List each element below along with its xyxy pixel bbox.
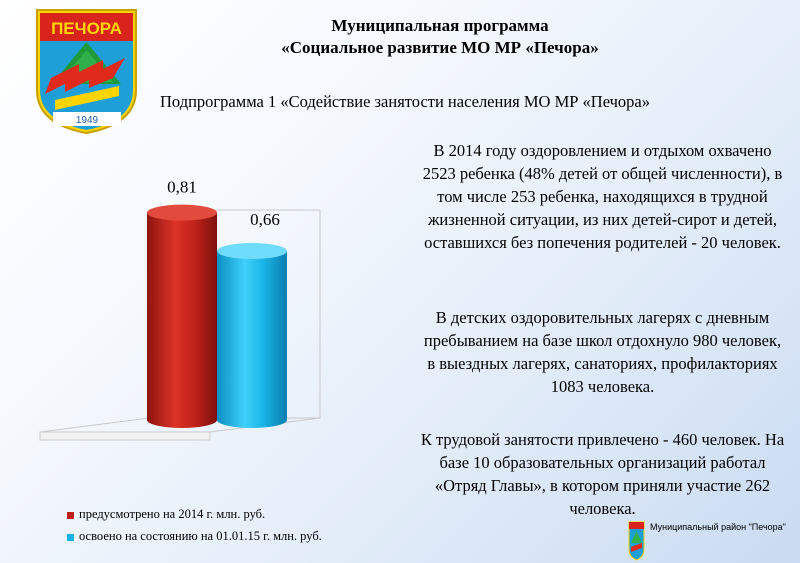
cylinder-bar-chart	[0, 150, 400, 480]
chart-floor-edge	[40, 432, 210, 440]
bar-planned-top	[147, 205, 217, 221]
bar-planned-body	[147, 213, 217, 428]
bar-planned-value-label: 0,81	[167, 177, 197, 197]
emblem-year: 1949	[75, 115, 99, 126]
coat-of-arms-logo	[33, 6, 140, 136]
legend-swatch-red	[67, 512, 74, 519]
title-line-2: «Социальное развитие МО МР «Печора»	[281, 38, 599, 57]
bar-spent-top	[217, 243, 287, 259]
legend-label-planned: предусмотрено на 2014 г. млн. руб.	[79, 507, 266, 521]
text-paragraph-camps: В детских оздоровительных лагерях с дневным пребыванием на базе школ отдохнуло 980 человек, в выездных лагерях, санаториях, профилакториях 1083 человека.	[423, 308, 782, 396]
bar-planned	[147, 178, 217, 428]
legend-swatch-blue	[67, 534, 74, 541]
title-line-1: Муниципальная программа	[331, 16, 549, 35]
page-title	[180, 15, 700, 59]
footer-text: Муниципальный район "Печора"	[650, 522, 786, 532]
legend-label-spent: освоено на состоянию на 01.01.15 г. млн. руб.	[79, 529, 322, 543]
footer-emblem-icon	[628, 521, 645, 561]
emblem-name: ПЕЧОРА	[51, 19, 122, 38]
subprogram-title: Подпрограмма 1 «Содействие занятости населения МО МР «Печора»	[160, 92, 651, 111]
text-paragraph-recreation: В 2014 году оздоровлением и отдыхом охвачено 2523 ребенка (48% детей от общей численности), в том числе 253 ребенка, находящихся в трудной жизненной ситуации, из них детей-сирот и детей, оставшихся без попечения родителей - 20 человек.	[422, 141, 783, 252]
text-paragraph-employment: К трудовой занятости привлечено - 460 человек. На базе 10 образовательных организаций работал «Отряд Главы», в котором приняли участие 262 человека.	[420, 430, 785, 518]
bar-spent	[217, 210, 287, 428]
legend-item-planned	[67, 507, 265, 522]
bar-spent-value-label: 0,66	[250, 210, 280, 230]
legend-item-spent	[67, 529, 322, 544]
bar-spent-body	[217, 251, 287, 428]
footer-logo	[628, 521, 788, 561]
